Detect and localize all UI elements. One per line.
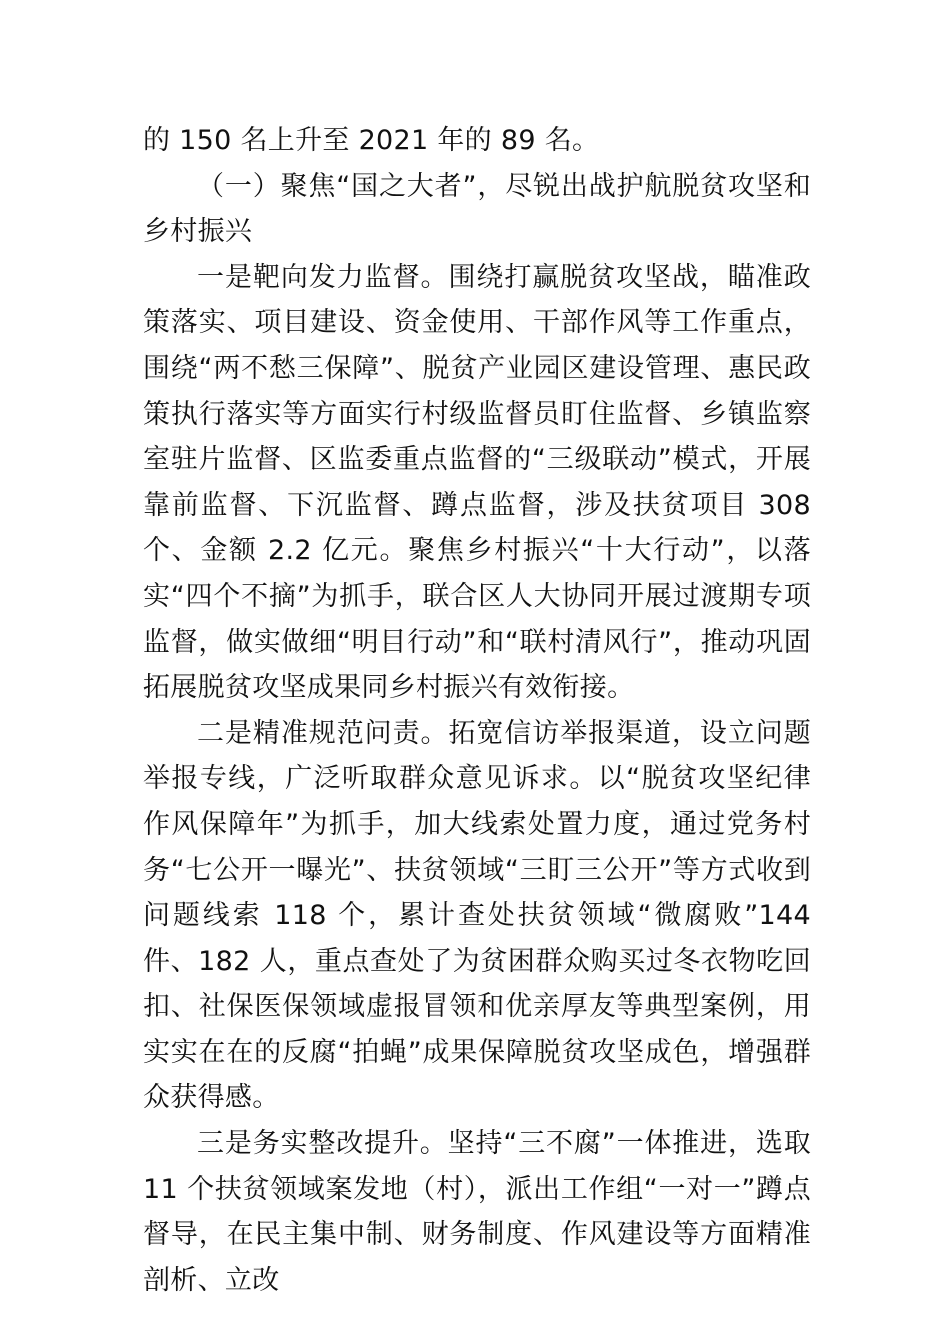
paragraph-rectification: 三是务实整改提升。坚持“三不腐”一体推进，选取 11 个扶贫领域案发地（村），派出工作组“一对一”蹲点督导，在民主集中制、财务制度、作风建设等方面精准剖析、立改 bbox=[143, 1128, 811, 1296]
paragraph-supervision: 一是靶向发力监督。围绕打赢脱贫攻坚战，瞄准政策落实、项目建设、资金使用、干部作风等工作重点，围绕“两不愁三保障”、脱贫产业园区建设管理、惠民政策执行落实等方面实行村级监督员盯住监督、乡镇监察室驻片监督、区监委重点监督的“三级联动”模式，开展靠前监督、下沉监督、蹲点监督，涉及扶贫项目 308 个、金额 2.2 亿元。聚焦乡村振兴“十大行动”，以落实“四个不摘”为抓手，联合区人大协同开展过渡期专项监督，做实做细“明目行动”和“联村清风行”，推动巩固拓展脱贫攻坚成果同乡村振兴有效衔接。 bbox=[143, 261, 811, 704]
section-heading: （一）聚焦“国之大者”，尽锐出战护航脱贫攻坚和乡村振兴 bbox=[143, 170, 811, 248]
document-body bbox=[143, 118, 811, 1303]
paragraph-ranking-continuation: 的 150 名上升至 2021 年的 89 名。 bbox=[143, 125, 600, 156]
paragraph-accountability: 二是精准规范问责。拓宽信访举报渠道，设立问题举报专线，广泛听取群众意见诉求。以“脱贫攻坚纪律作风保障年”为抓手，加大线索处置力度，通过党务村务“七公开一曝光”、扶贫领域“三盯三公开”等方式收到问题线索 118 个，累计查处扶贫领域“微腐败”144 件、182 人，重点查处了为贫困群众购买过冬衣物吃回扣、社保医保领域虚报冒领和优亲厚友等典型案例，用实实在在的反腐“拍蝇”成果保障脱贫攻坚成色，增强群众获得感。 bbox=[143, 717, 811, 1114]
